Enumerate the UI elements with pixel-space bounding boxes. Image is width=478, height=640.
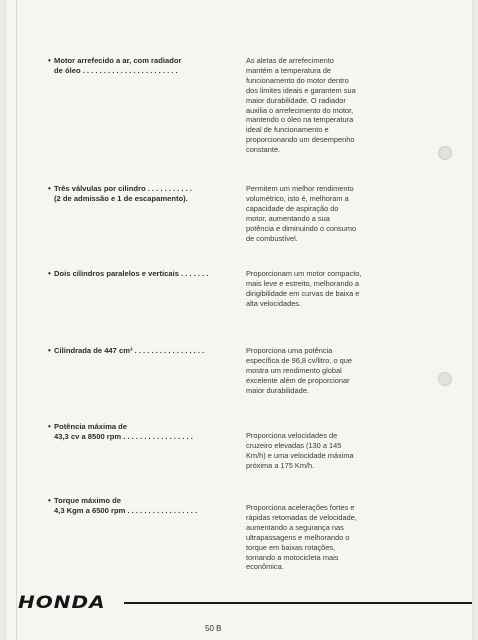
honda-logo-strip xyxy=(14,592,474,612)
bullet: • xyxy=(48,346,51,355)
feature-title: Cilindrada de 447 cm³ . . . . . . . . . . . . . . . . . xyxy=(54,346,205,355)
feature-title: Dois cilindros paralelos e verticais . . . . . . . xyxy=(54,269,209,278)
feature-title: Potência máxima de 43,3 cv a 8500 rpm . . . . . . . . . . . . . . . . . xyxy=(54,422,193,441)
feature-title: Torque máximo de 4,3 Kgm a 6500 rpm . . . . . . . . . . . . . . . . . xyxy=(54,496,198,515)
feature-title: Motor arrefecido a ar, com radiador de óleo . . . . . . . . . . . . . . . . . . . . . . . xyxy=(54,56,182,75)
feature-description: Proporciona uma potência específica de 96,8 cv/litro, o que mostra um rendimento global excelente além de proporcionar maior durabilidade. xyxy=(246,346,352,395)
bullet: • xyxy=(48,422,51,431)
feature-description: Proporciona acelerações fortes e rápidas retomadas de velocidade, aumentando a segurança nas ultrapassagens e melhorando o torque em baixas rotações, tornando a motocicleta mais econômica. xyxy=(246,503,357,572)
bullet: • xyxy=(48,269,51,278)
punch-hole-bottom xyxy=(438,372,452,386)
bullet: • xyxy=(48,496,51,505)
page-number: 50 B xyxy=(205,624,222,633)
honda-logo: HONDA xyxy=(18,591,106,613)
feature-description: Permitem um melhor rendimento volumétrico, isto é, melhoram a capacidade de aspiração do motor, aumentando a sua potência e diminuindo o consumo de combustível. xyxy=(246,184,357,243)
feature-title: Três válvulas por cilindro . . . . . . . . . . . (2 de admissão e 1 de escapamento). xyxy=(54,184,192,203)
bullet: • xyxy=(48,184,51,193)
feature-description: Proporcionam um motor compacto, mais leve e estreito, melhorando a dirigibilidade em curvas de baixa e alta velocidades. xyxy=(246,269,362,308)
logo-rule xyxy=(124,602,472,604)
feature-description: Proporciona velocidades de cruzeiro elevadas (130 a 145 Km/h) e uma velocidade máxima próxima a 175 Km/h. xyxy=(246,431,354,470)
bullet: • xyxy=(48,56,51,65)
binding-line xyxy=(16,0,17,640)
punch-hole-top xyxy=(438,146,452,160)
feature-description: As aletas de arrefecimento mantém a temperatura de funcionamento do motor dentro dos limites ideais e garantem sua maior durabilidade. O radiador auxilia o arrefecimento do motor, mantendo o óleo na temperatura ideal de funcionamento e proporcionando um desempenho constante. xyxy=(246,56,356,155)
